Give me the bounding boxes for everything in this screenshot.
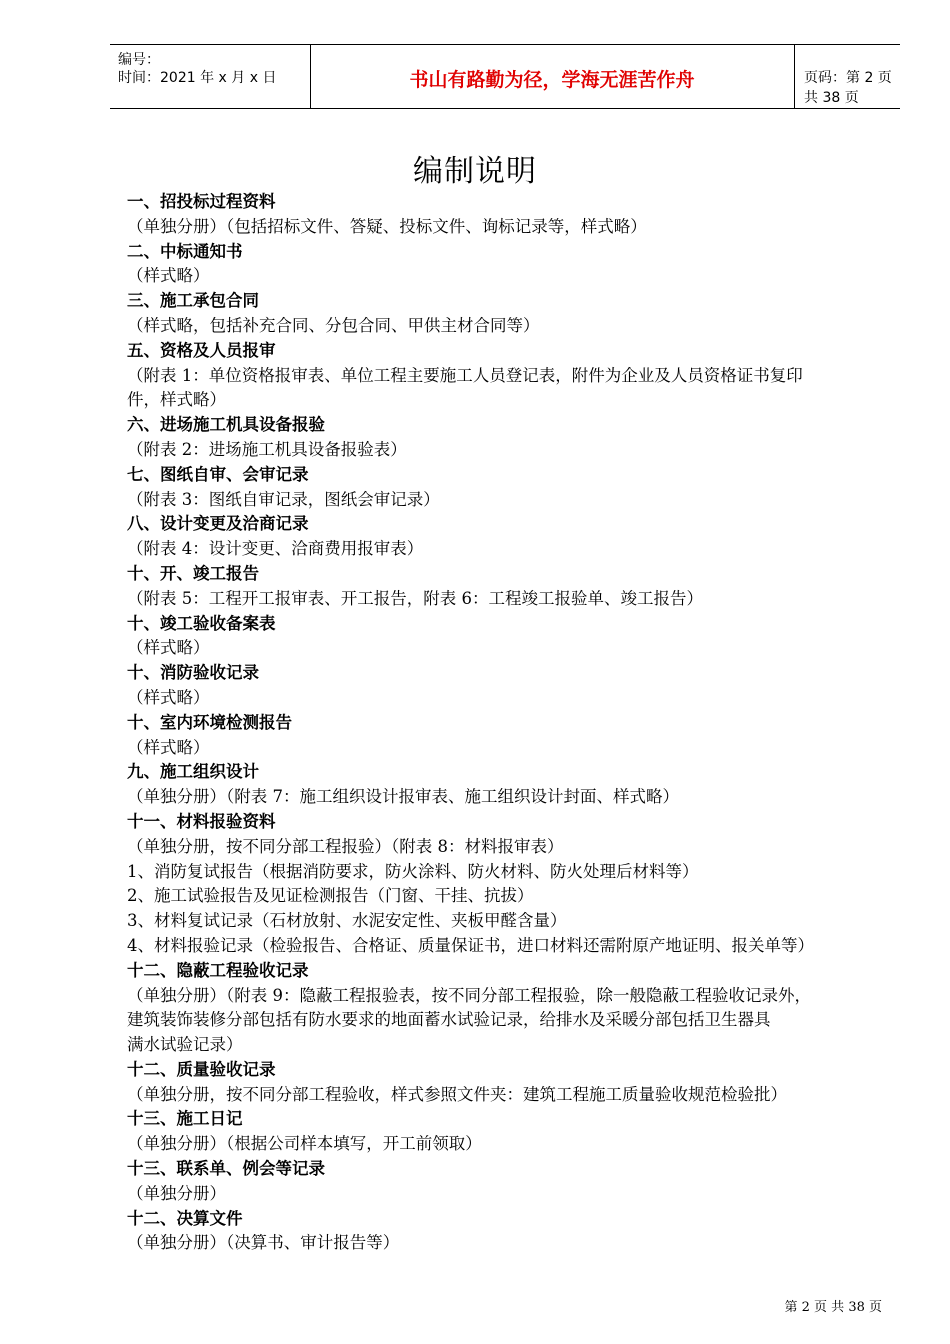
section-heading: 十二、质量验收记录 xyxy=(127,1059,276,1079)
section-text: 件，样式略） xyxy=(127,390,226,410)
section-text: 1、消防复试报告（根据消防要求，防火涂料、防火材料、防火处理后材料等） xyxy=(127,861,699,881)
section-text: （附表 4：设计变更、洽商费用报审表） xyxy=(127,539,424,559)
section-heading: 九、施工组织设计 xyxy=(127,762,259,782)
section-heading: 十、开、竣工报告 xyxy=(127,563,259,583)
section-text: 2、施工试验报告及见证检测报告（门窗、干挂、抗拔） xyxy=(127,886,534,906)
section-heading: 七、图纸自审、会审记录 xyxy=(127,464,309,484)
section-text: （单独分册）（根据公司样本填写，开工前领取） xyxy=(127,1134,482,1154)
section-text: （样式略） xyxy=(127,638,210,658)
header-page-info: 页码：第 2 页 共 38 页 xyxy=(804,70,892,106)
section-text: （样式略） xyxy=(127,737,210,757)
section-text: 4、材料报验记录（检验报告、合格证、质量保证书，进口材料还需附原产地证明、报关单等） xyxy=(127,935,814,955)
section-text: （单独分册）（附表 9：隐蔽工程报验表，按不同分部工程报验，除一般隐蔽工程验收记录外， xyxy=(127,985,811,1005)
section-heading: 十一、材料报验资料 xyxy=(127,811,276,831)
section-heading: 六、进场施工机具设备报验 xyxy=(127,415,325,435)
document-title: 编制说明 xyxy=(413,154,537,189)
section-text: 建筑装饰装修分部包括有防水要求的地面蓄水试验记录，给排水及采暖分部包括卫生器具 xyxy=(127,1010,771,1030)
section-heading: 十二、隐蔽工程验收记录 xyxy=(127,960,309,980)
section-heading: 二、中标通知书 xyxy=(127,241,243,261)
document-body xyxy=(127,190,897,1256)
section-heading: 十三、联系单、例会等记录 xyxy=(127,1159,325,1179)
header-page-cell xyxy=(794,45,900,108)
section-heading: 十二、决算文件 xyxy=(127,1208,243,1228)
section-text: （单独分册） xyxy=(127,1183,226,1203)
section-text: （附表 5：工程开工报审表、开工报告，附表 6：工程竣工报验单、竣工报告） xyxy=(127,588,703,608)
section-text: （样式略） xyxy=(127,266,210,286)
section-text: （样式略） xyxy=(127,687,210,707)
section-heading: 一、招投标过程资料 xyxy=(127,192,276,211)
section-text: 3、材料复试记录（石材放射、水泥安定性、夹板甲醛含量） xyxy=(127,911,567,931)
header-meta-cell xyxy=(110,45,311,108)
section-heading: 十三、施工日记 xyxy=(127,1109,243,1129)
section-text: （样式略，包括补充合同、分包合同、甲供主材合同等） xyxy=(127,315,540,335)
header-number-label: 编号： xyxy=(118,52,160,68)
section-heading: 三、施工承包合同 xyxy=(127,291,259,311)
section-heading: 十、室内环境检测报告 xyxy=(127,712,292,732)
section-heading: 五、资格及人员报审 xyxy=(127,340,276,360)
header-motto: 书山有路勤为径，学海无涯苦作舟 xyxy=(409,69,695,91)
page-footer: 第 2 页 共 38 页 xyxy=(784,1300,882,1315)
section-text: （附表 2：进场施工机具设备报验表） xyxy=(127,439,407,459)
section-heading: 十、消防验收记录 xyxy=(127,663,259,683)
section-heading: 十、竣工验收备案表 xyxy=(127,613,276,633)
page-header xyxy=(110,44,900,109)
section-text: （单独分册，按不同分部工程验收，样式参照文件夹：建筑工程施工质量验收规范检验批） xyxy=(127,1084,787,1104)
section-text: （单独分册）（决算书、审计报告等） xyxy=(127,1233,400,1253)
section-text: 满水试验记录） xyxy=(127,1035,243,1055)
section-heading: 八、设计变更及洽商记录 xyxy=(127,514,309,534)
section-text: （单独分册）（包括招标文件、答疑、投标文件、询标记录等，样式略） xyxy=(127,216,647,236)
section-text: （单独分册，按不同分部工程报验）（附表 8：材料报审表） xyxy=(127,836,564,856)
section-text: （附表 3：图纸自审记录，图纸会审记录） xyxy=(127,489,440,509)
header-time-label: 时间：2021 年 x 月 x 日 xyxy=(118,70,277,86)
section-text: （附表 1：单位资格报审表、单位工程主要施工人员登记表，附件为企业及人员资格证书复印 xyxy=(127,365,803,385)
header-motto-cell xyxy=(310,45,795,108)
section-text: （单独分册）（附表 7：施工组织设计报审表、施工组织设计封面、样式略） xyxy=(127,787,679,807)
